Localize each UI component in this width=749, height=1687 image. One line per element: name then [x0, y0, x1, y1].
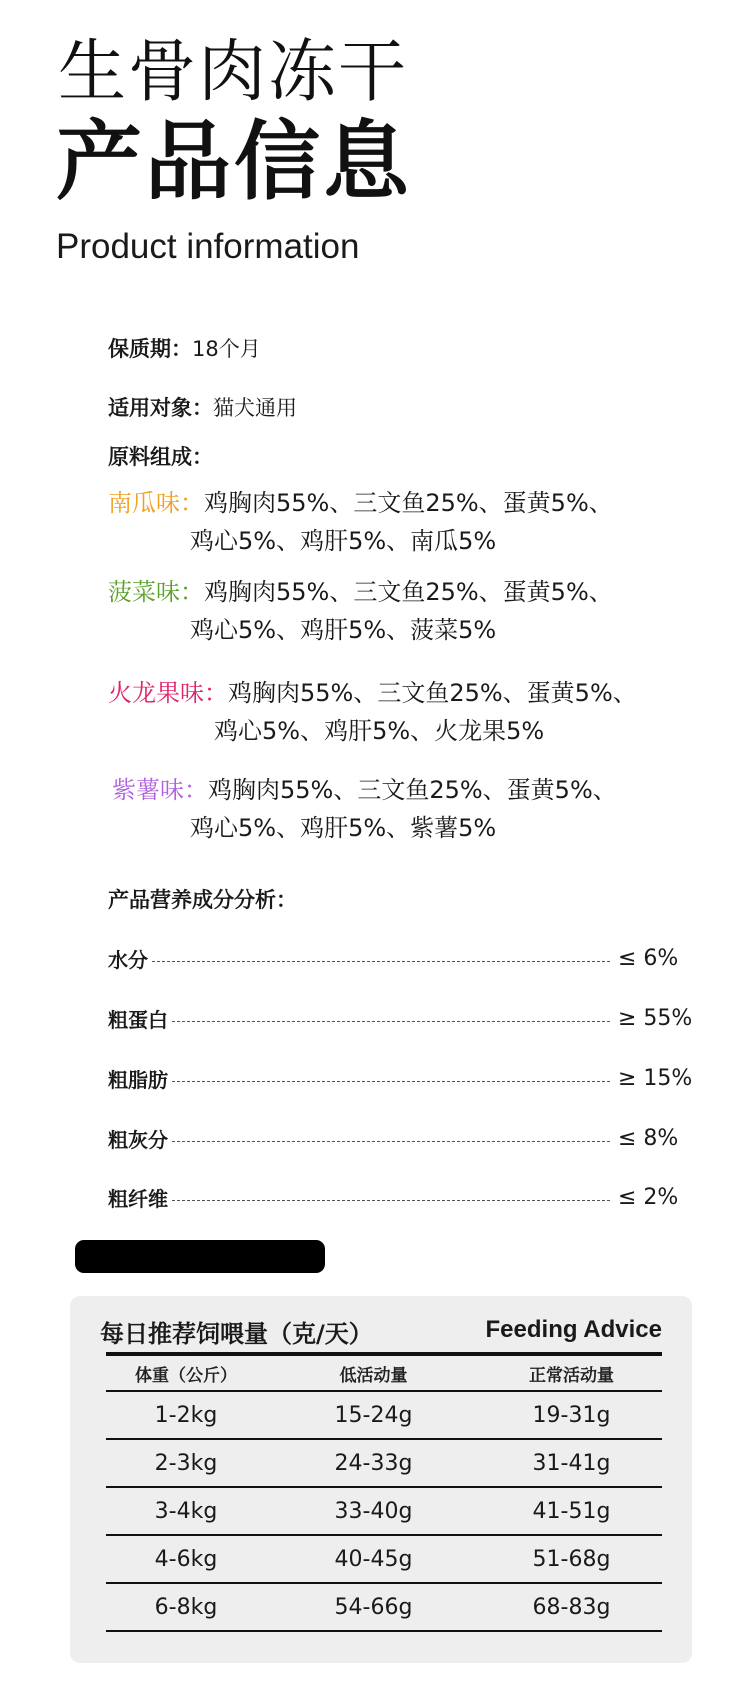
flavor-label: 火龙果味：	[108, 679, 228, 707]
flavor-line1	[108, 674, 637, 712]
dotted-leader	[172, 1141, 610, 1142]
dotted-leader	[172, 1081, 610, 1082]
nutrition-label: 粗纤维	[108, 1186, 168, 1211]
table-row	[106, 1488, 662, 1536]
nutrition-value: ≤ 6%	[618, 945, 679, 971]
nutrition-heading: 产品营养成分分析：	[108, 888, 297, 912]
flavor-line1	[108, 573, 613, 611]
cell-weight: 6-8kg	[154, 1594, 218, 1620]
cell-normal: 41-51g	[532, 1498, 611, 1524]
nutrition-row	[108, 1182, 698, 1212]
shelf-life-label: 保质期：	[108, 337, 192, 361]
flavor-line1	[112, 771, 617, 809]
flavor-line2: 鸡心5%、鸡肝5%、火龙果5%	[214, 717, 545, 745]
flavor-label: 紫薯味：	[112, 776, 208, 804]
cell-weight: 3-4kg	[154, 1498, 218, 1524]
feeding-table	[106, 1356, 662, 1632]
cell-weight: 2-3kg	[154, 1450, 218, 1476]
nutrition-row	[108, 943, 698, 973]
flavor-block	[108, 674, 637, 750]
nutrition-value: ≥ 15%	[618, 1065, 693, 1091]
cell-weight: 4-6kg	[154, 1546, 218, 1572]
title-line2: 产品信息	[56, 112, 412, 212]
dotted-leader	[172, 1200, 610, 1201]
cell-normal: 31-41g	[532, 1450, 611, 1476]
redaction-bar	[75, 1240, 325, 1273]
flavor-line1	[108, 484, 613, 522]
shelf-life	[108, 333, 261, 363]
cell-low: 24-33g	[334, 1450, 413, 1476]
cell-low: 15-24g	[334, 1402, 413, 1428]
nutrition-label: 粗脂肪	[108, 1067, 168, 1092]
flavor-text: 鸡胸肉55%、三文鱼25%、蛋黄5%、	[204, 489, 613, 517]
cell-low: 40-45g	[334, 1546, 413, 1572]
target-users	[108, 392, 297, 422]
table-row	[106, 1440, 662, 1488]
cell-normal: 51-68g	[532, 1546, 611, 1572]
cell-low: 54-66g	[334, 1594, 413, 1620]
target-label: 适用对象：	[108, 396, 213, 420]
ingredients-label: 原料组成：	[108, 445, 213, 469]
dotted-leader	[152, 961, 610, 962]
cell-low: 33-40g	[334, 1498, 413, 1524]
table-header	[106, 1356, 662, 1392]
nutrition-value: ≤ 2%	[618, 1184, 679, 1210]
flavor-text: 鸡胸肉55%、三文鱼25%、蛋黄5%、	[204, 578, 613, 606]
header-normal-activity: 正常活动量	[529, 1365, 614, 1386]
subtitle: Product information	[56, 227, 360, 266]
cell-normal: 19-31g	[532, 1402, 611, 1428]
header-weight: 体重（公斤）	[135, 1365, 237, 1386]
nutrition-row	[108, 1003, 698, 1033]
feeding-title: 每日推荐饲喂量（克/天）	[100, 1320, 373, 1348]
header-low-activity: 低活动量	[339, 1365, 408, 1386]
nutrition-value: ≤ 8%	[618, 1125, 679, 1151]
cell-weight: 1-2kg	[154, 1402, 218, 1428]
shelf-life-value: 18个月	[192, 337, 261, 361]
flavor-label: 南瓜味：	[108, 489, 204, 517]
nutrition-label: 粗蛋白	[108, 1007, 168, 1032]
flavor-text: 鸡胸肉55%、三文鱼25%、蛋黄5%、	[208, 776, 617, 804]
flavor-block	[108, 573, 613, 649]
table-row	[106, 1536, 662, 1584]
nutrition-label: 粗灰分	[108, 1127, 168, 1152]
nutrition-value: ≥ 55%	[618, 1005, 693, 1031]
feeding-subtitle: Feeding Advice	[485, 1316, 662, 1343]
target-value: 猫犬通用	[213, 396, 297, 420]
feeding-panel	[70, 1296, 692, 1663]
nutrition-row	[108, 1063, 698, 1093]
flavor-line2: 鸡心5%、鸡肝5%、紫薯5%	[190, 814, 497, 842]
table-row	[106, 1392, 662, 1440]
title-line1: 生骨肉冻干	[58, 33, 409, 112]
flavor-block	[112, 771, 617, 847]
flavor-line2: 鸡心5%、鸡肝5%、菠菜5%	[190, 616, 497, 644]
nutrition-label: 水分	[108, 947, 148, 972]
flavor-block	[108, 484, 613, 560]
flavor-label: 菠菜味：	[108, 578, 204, 606]
table-row	[106, 1584, 662, 1632]
flavor-line2: 鸡心5%、鸡肝5%、南瓜5%	[190, 527, 497, 555]
cell-normal: 68-83g	[532, 1594, 611, 1620]
flavor-text: 鸡胸肉55%、三文鱼25%、蛋黄5%、	[228, 679, 637, 707]
dotted-leader	[172, 1021, 610, 1022]
nutrition-row	[108, 1123, 698, 1153]
